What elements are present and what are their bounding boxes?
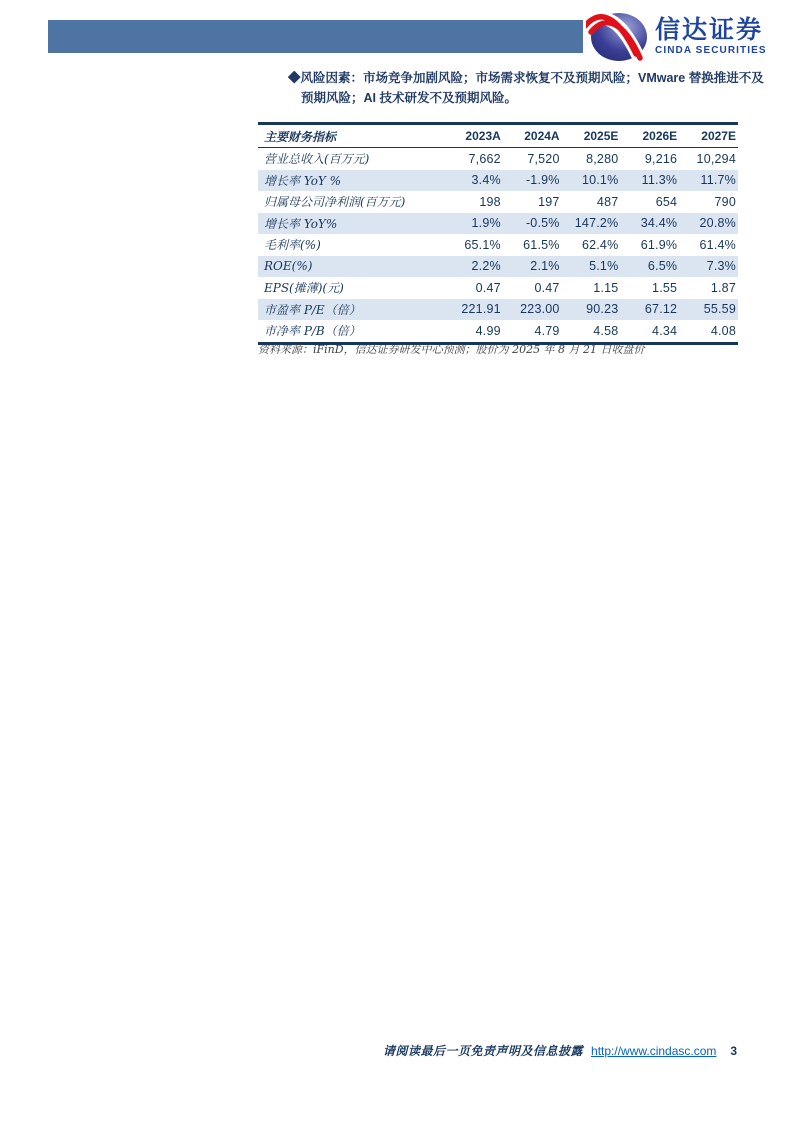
cell: 55.59 [703, 302, 736, 317]
row-label: 市净率 P/B（倍） [264, 324, 361, 339]
cell: 5.1% [589, 259, 619, 274]
risk-factors-paragraph: ◆风险因素：市场竞争加剧风险；市场需求恢复不及预期风险；VMware 替换推进不及预期风险；AI 技术研发不及预期风险。 [288, 71, 764, 105]
cell: 4.79 [534, 323, 560, 338]
cell: 11.3% [641, 173, 678, 188]
page-footer [383, 1042, 737, 1059]
row-label: 营业总收入(百万元) [264, 152, 370, 167]
logo-english-name: CINDA SECURITIES [655, 45, 767, 56]
cell: 3.4% [471, 173, 501, 188]
cell: 0.47 [534, 280, 560, 295]
cell: 10.1% [581, 173, 619, 188]
column-header: 主要财务指标 [264, 129, 337, 144]
cell: 61.9% [640, 237, 678, 252]
cell: 1.87 [710, 280, 736, 295]
cell: 1.9% [471, 216, 501, 231]
logo-text [655, 18, 767, 56]
cell: 654 [655, 194, 678, 209]
table-source-note: 资料来源：iFinD，信达证券研发中心预测；股价为 2025 年 8 月 21 日收盘价 [258, 343, 645, 356]
cell: 61.5% [523, 237, 560, 252]
column-header: 2027E [701, 129, 736, 143]
cell: 4.99 [475, 323, 501, 338]
column-header: 2025E [583, 129, 619, 143]
column-header: 2026E [642, 129, 678, 143]
cell: 67.12 [644, 302, 678, 317]
cell: 7.3% [706, 259, 736, 274]
cinda-swoosh-icon [586, 12, 648, 62]
cell: 61.4% [699, 237, 736, 252]
table-row [258, 256, 738, 278]
cell: 0.47 [475, 280, 501, 295]
cell: 9,216 [644, 151, 678, 166]
page-number: 3 [730, 1044, 738, 1058]
table-header-row [258, 125, 738, 148]
row-label: 增长率 YoY% [264, 216, 338, 231]
table-row [258, 234, 738, 256]
cell: 10,294 [696, 151, 736, 166]
cell: -1.9% [525, 173, 560, 188]
logo-chinese-name: 信达证券 [655, 16, 764, 44]
cell: -0.5% [525, 216, 560, 231]
cinda-logo [586, 12, 767, 62]
table-row [258, 320, 738, 342]
cell: 790 [714, 194, 736, 209]
cell: 2.2% [471, 259, 501, 274]
cell: 65.1% [464, 237, 501, 252]
table-row [258, 170, 738, 192]
cell: 20.8% [699, 216, 736, 231]
cell: 4.58 [593, 323, 619, 338]
cell: 221.91 [461, 302, 501, 317]
footer-disclaimer: 请阅读最后一页免责声明及信息披露 [383, 1044, 584, 1058]
table-row [258, 213, 738, 235]
cell: 147.2% [574, 216, 619, 231]
cell: 7,520 [527, 151, 560, 166]
table-row [258, 299, 738, 321]
column-header: 2024A [524, 129, 560, 143]
cell: 8,280 [586, 151, 619, 166]
row-label: 归属母公司净利润(百万元) [264, 195, 406, 210]
cell: 6.5% [647, 259, 678, 274]
table-row [258, 277, 738, 299]
cell: 7,662 [468, 151, 501, 166]
table-row [258, 191, 738, 213]
cell: 1.55 [652, 280, 678, 295]
header-bar [48, 20, 583, 53]
financial-indicators-table [258, 122, 738, 345]
column-header: 2023A [465, 129, 501, 143]
footer-link[interactable]: http://www.cindasc.com [591, 1044, 717, 1058]
cell: 2.1% [530, 259, 560, 274]
row-label: EPS(摊薄)(元) [264, 281, 344, 296]
cell: 62.4% [581, 237, 619, 252]
cell: 4.34 [652, 323, 678, 338]
cell: 4.08 [710, 323, 736, 338]
cell: 34.4% [640, 216, 678, 231]
row-label: 增长率 YoY % [264, 173, 342, 188]
row-label: ROE(%) [264, 259, 313, 274]
row-label: 市盈率 P/E（倍） [264, 302, 361, 317]
cell: 1.15 [593, 280, 619, 295]
cell: 11.7% [700, 173, 736, 188]
table-row [258, 148, 738, 170]
row-label: 毛利率(%) [264, 238, 321, 253]
cell: 223.00 [520, 302, 560, 317]
cell: 198 [479, 194, 501, 209]
cell: 197 [538, 194, 560, 209]
cell: 487 [596, 194, 619, 209]
cell: 90.23 [586, 302, 619, 317]
